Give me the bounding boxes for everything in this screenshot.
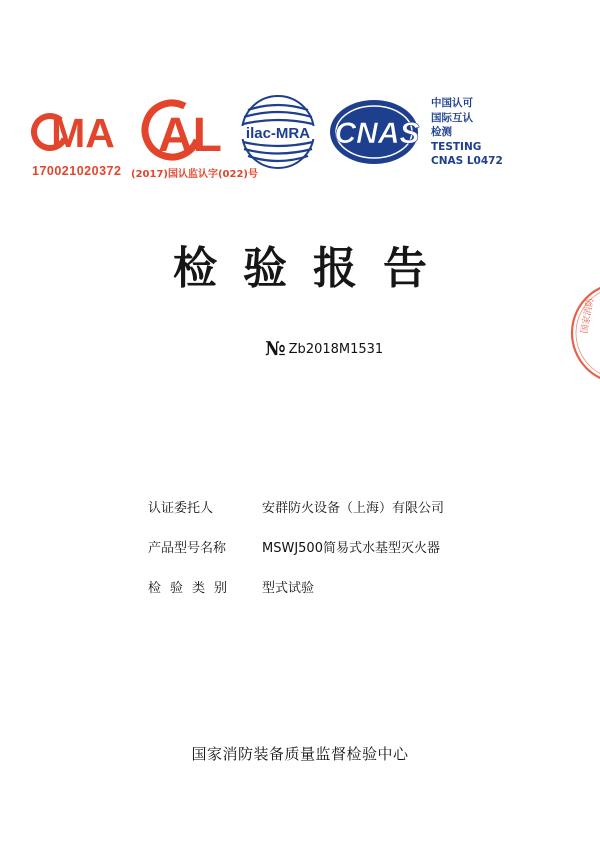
cma-logo-text: MA [51,110,115,156]
field-value-inspection-type: 型式试验 [262,581,315,596]
field-label-inspection-type: 检验类别 [148,581,237,596]
ilac-mra-logo-text: ilac-MRA [245,125,311,142]
official-seal [560,278,600,388]
cnas-line: 检测 [431,126,452,138]
cnas-line: 国际互认 [431,111,473,124]
cnas-logo [326,96,426,168]
report-number [265,338,383,360]
page-title: 检验报告 [173,243,453,294]
cnas-line: 中国认可 [431,97,473,109]
cnas-logo-text: CNAS [334,117,420,150]
cal-logo [136,96,228,164]
cma-logo [30,104,126,160]
field-value-product: MSWJ500简易式水基型灭火器 [262,541,440,556]
field-label-client: 认证委托人 [148,501,214,516]
report-number-value: Zb2018M1531 [288,342,384,357]
issuing-organization: 国家消防装备质量监督检验中心 [191,745,409,763]
field-value-client: 安群防火设备（上海）有限公司 [262,501,445,516]
cnas-accreditation-text [431,96,503,169]
cnas-line: TESTING [431,140,482,153]
seal-text: 国家消防 [580,297,597,335]
cnas-line: CNAS L0472 [431,155,503,167]
field-label-product: 产品型号名称 [148,541,227,556]
cal-logo-text: AL [158,109,222,162]
cma-cert-number: 170021020372 [32,164,122,178]
cal-cert-number: (2017)国认监认字(022)号 [131,169,258,180]
ilac-mra-logo [234,92,322,172]
numero-sign: № [265,338,286,360]
